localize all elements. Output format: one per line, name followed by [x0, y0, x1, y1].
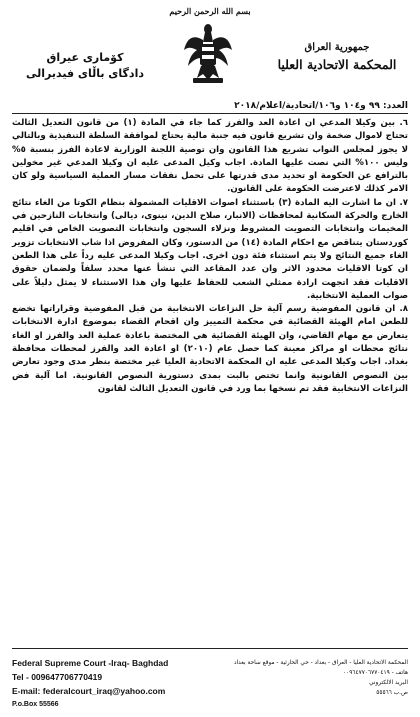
- footer-pobox: P.o.Box 55566: [12, 701, 59, 708]
- header-kurdish: [10, 50, 160, 82]
- paragraph-8: ٨. ان قانون المفوضية رسم آلية حل النزاعات الانتخابية من قبل المفوضية وقراراتها تخضع للطعن امام الهيئة القضائية في محكمة التمييز وان اقحام القضاء بموضوع ادارة الانتخابات يتعارض مع مهام القاضي، وان الهيئة القضائية هي المختصة باعادة عملية العد والفرز او الغاء نتائج محطات او مراكز معينة كما حصل عام (٢٠١٠) او اعادة العد والفرز لمحطات محافظة بغداد. اجاب وكيلا المدعى عليه ان المحكمة الاتحادية العليا غير مختصة بنظر مدى وجود تعارض بين النصوص القانونية وانما تختص بالبت بمدى دستورية النصوص القانونية. اما آلية فض النزاعات الانتخابية فقد تم نسخها بما ورد في قانون التعديل الثالث لقانون: [12, 304, 408, 394]
- republic-title: جمهورية العراق: [304, 42, 370, 53]
- header-arabic: [262, 42, 412, 72]
- kurdish-court: دادگای باڵای فیدیرالی: [26, 67, 144, 80]
- footer-ar-pobox: ص.ب ٥٥٥٦٦: [376, 690, 408, 696]
- footer-ar-telephone: هاتف - ٠٠٩٦٤٧٧٠٦٧٧٠٤١٩: [343, 670, 408, 676]
- paragraph-7: ٧. ان ما اشارت اليه المادة (٣) باستثناء اصوات الاقليات المشمولة بنظام الكوتا من الغاء نتائج الخارج والحركة السكانية لمحافظات (الانبار، صلاح الدين، نينوى، ديالى) وانتخابات النازحين في المخيمات وانتخابات التصويت المشروط ونزلاء السجون وانتخابات التصويت الخاص في اقليم كوردستان يتناقض مع احكام المادة (١٤) من الدستور، وكان المفروض اذا شاب الانتخابات تزوير الغاء جميع النتائج ولا يتم استثناء فئة دون اخرى. اجاب وكيلا المدعى عليه رداً على هذا الطعن ان كوتا الاقليات محدود الاثر وان عدد المقاعد التي تنشأ عنها محدد سلفاً ولضمان حقوق الاقليات فقد اتجهت ارادة ممثلي الشعب للحفاظ عليها وان هذا الاستثناء لا يمثل دليلاً على صواب العملية الانتخابية.: [12, 197, 409, 301]
- footer-divider: [12, 648, 408, 649]
- footer-ar-name: المحكمة الاتحادية العليا - العراق - بغداد - حي الحارثية - موقع ساحة بغداد: [233, 660, 408, 666]
- paragraph-6: ٦. بين وكيلا المدعي ان اعادة العد والفرز كما جاء في المادة (١) من قانون التعديل الثالث تحتاج لاموال ضخمة وان تشريع قانون فيه جنبة مالية يحتاج لموافقة السلطة التنفيذية وبالتالي لا يجوز لمجلس النواب تشريع هذا القانون وان توصية اللجنة الوزارية لاعادة الفرز بنسبة ٥% وليس ١٠٠% التي نصت عليها المادة. اجاب وكيل المدعى عليه ان وكيلا المدعي غير مخولين بالترافع عن الحكومة او تحديد مدى قدرتها على تحمل نفقات مسار العملية السياسية ولو كان الامر كذلك لاعترضت الحكومة على القانون.: [12, 118, 408, 195]
- header-divider: [12, 113, 408, 114]
- footer-telephone: Tel - 009647706770419: [12, 672, 103, 682]
- footer-court-name: Federal Supreme Court -Iraq- Baghdad: [12, 658, 169, 668]
- kurdish-republic: كۆماری عیراق: [46, 51, 124, 64]
- iraq-eagle-emblem-icon: [183, 20, 233, 86]
- reference-number: العدد: ٩٩ و١٠٤ و١٠٦/اتحادية/اعلام/٢٠١٨: [234, 101, 408, 111]
- basmala: بسم الله الرحمن الرحيم: [169, 6, 251, 16]
- court-title: المحكمة الاتحادية العليا: [277, 57, 397, 72]
- footer-email: E-mail: federalcourt_iraq@yahoo.com: [12, 686, 166, 696]
- footer-arabic: [234, 658, 408, 698]
- footer-ar-email-label: البريد الالكتروني: [369, 680, 408, 686]
- footer-english: [12, 656, 168, 712]
- document-body: [12, 117, 408, 396]
